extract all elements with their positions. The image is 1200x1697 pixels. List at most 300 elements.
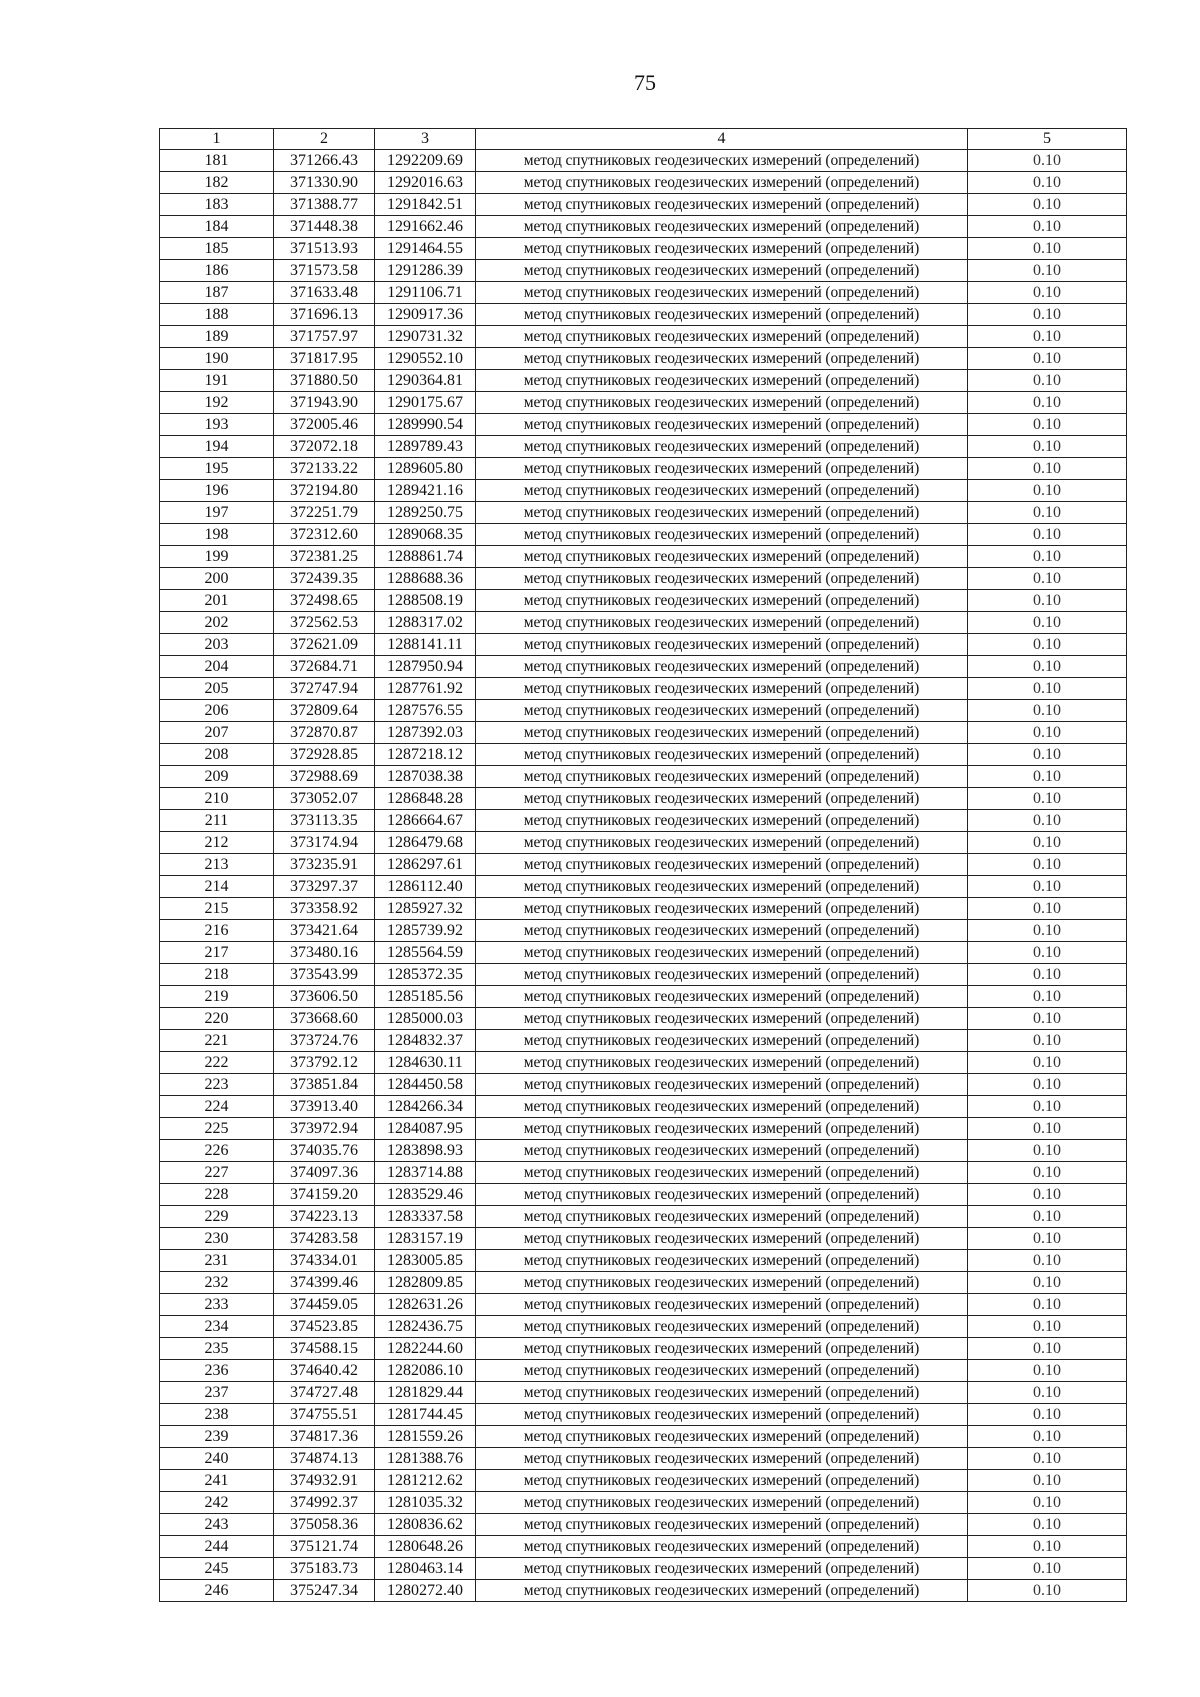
x-coordinate-cell: 371943.90 xyxy=(274,392,375,414)
y-coordinate-cell: 1283157.19 xyxy=(375,1228,476,1250)
method-cell: метод спутниковых геодезических измерений (определений) xyxy=(476,1536,968,1558)
accuracy-cell: 0.10 xyxy=(968,766,1127,788)
y-coordinate-cell: 1281035.32 xyxy=(375,1492,476,1514)
x-coordinate-cell: 375121.74 xyxy=(274,1536,375,1558)
method-cell: метод спутниковых геодезических измерений (определений) xyxy=(476,1250,968,1272)
point-number-cell: 185 xyxy=(160,238,274,260)
table-row xyxy=(160,1294,1127,1316)
y-coordinate-cell: 1289605.80 xyxy=(375,458,476,480)
y-coordinate-cell: 1290917.36 xyxy=(375,304,476,326)
y-coordinate-cell: 1287038.38 xyxy=(375,766,476,788)
method-cell: метод спутниковых геодезических измерений (определений) xyxy=(476,568,968,590)
y-coordinate-cell: 1285927.32 xyxy=(375,898,476,920)
point-number-cell: 244 xyxy=(160,1536,274,1558)
table-row xyxy=(160,348,1127,370)
method-cell: метод спутниковых геодезических измерений (определений) xyxy=(476,392,968,414)
accuracy-cell: 0.10 xyxy=(968,1206,1127,1228)
point-number-cell: 220 xyxy=(160,1008,274,1030)
point-number-cell: 213 xyxy=(160,854,274,876)
table-row xyxy=(160,1008,1127,1030)
accuracy-cell: 0.10 xyxy=(968,920,1127,942)
y-coordinate-cell: 1284450.58 xyxy=(375,1074,476,1096)
accuracy-cell: 0.10 xyxy=(968,700,1127,722)
x-coordinate-cell: 372133.22 xyxy=(274,458,375,480)
accuracy-cell: 0.10 xyxy=(968,1162,1127,1184)
y-coordinate-cell: 1287392.03 xyxy=(375,722,476,744)
accuracy-cell: 0.10 xyxy=(968,1316,1127,1338)
accuracy-cell: 0.10 xyxy=(968,964,1127,986)
y-coordinate-cell: 1284630.11 xyxy=(375,1052,476,1074)
accuracy-cell: 0.10 xyxy=(968,1514,1127,1536)
y-coordinate-cell: 1281744.45 xyxy=(375,1404,476,1426)
table-row xyxy=(160,304,1127,326)
accuracy-cell: 0.10 xyxy=(968,546,1127,568)
accuracy-cell: 0.10 xyxy=(968,1360,1127,1382)
table-row xyxy=(160,832,1127,854)
point-number-cell: 192 xyxy=(160,392,274,414)
point-number-cell: 204 xyxy=(160,656,274,678)
table-row xyxy=(160,678,1127,700)
table-row xyxy=(160,1206,1127,1228)
point-number-cell: 217 xyxy=(160,942,274,964)
table-row xyxy=(160,216,1127,238)
table-row xyxy=(160,1228,1127,1250)
point-number-cell: 211 xyxy=(160,810,274,832)
x-coordinate-cell: 374223.13 xyxy=(274,1206,375,1228)
x-coordinate-cell: 372439.35 xyxy=(274,568,375,590)
method-cell: метод спутниковых геодезических измерений (определений) xyxy=(476,1184,968,1206)
accuracy-cell: 0.10 xyxy=(968,568,1127,590)
table-body xyxy=(160,150,1127,1602)
method-cell: метод спутниковых геодезических измерений (определений) xyxy=(476,172,968,194)
point-number-cell: 223 xyxy=(160,1074,274,1096)
accuracy-cell: 0.10 xyxy=(968,634,1127,656)
method-cell: метод спутниковых геодезических измерений (определений) xyxy=(476,260,968,282)
table-row xyxy=(160,1162,1127,1184)
point-number-cell: 216 xyxy=(160,920,274,942)
method-cell: метод спутниковых геодезических измерений (определений) xyxy=(476,1382,968,1404)
point-number-cell: 193 xyxy=(160,414,274,436)
table-row xyxy=(160,1492,1127,1514)
point-number-cell: 184 xyxy=(160,216,274,238)
x-coordinate-cell: 372251.79 xyxy=(274,502,375,524)
table-row xyxy=(160,634,1127,656)
y-coordinate-cell: 1289990.54 xyxy=(375,414,476,436)
table-row xyxy=(160,414,1127,436)
method-cell: метод спутниковых геодезических измерений (определений) xyxy=(476,1448,968,1470)
y-coordinate-cell: 1287950.94 xyxy=(375,656,476,678)
method-cell: метод спутниковых геодезических измерений (определений) xyxy=(476,1316,968,1338)
accuracy-cell: 0.10 xyxy=(968,216,1127,238)
x-coordinate-cell: 374817.36 xyxy=(274,1426,375,1448)
table-row xyxy=(160,1558,1127,1580)
x-coordinate-cell: 373358.92 xyxy=(274,898,375,920)
x-coordinate-cell: 371330.90 xyxy=(274,172,375,194)
accuracy-cell: 0.10 xyxy=(968,986,1127,1008)
x-coordinate-cell: 373052.07 xyxy=(274,788,375,810)
point-number-cell: 243 xyxy=(160,1514,274,1536)
accuracy-cell: 0.10 xyxy=(968,1030,1127,1052)
x-coordinate-cell: 374159.20 xyxy=(274,1184,375,1206)
y-coordinate-cell: 1283337.58 xyxy=(375,1206,476,1228)
table-row xyxy=(160,1316,1127,1338)
point-number-cell: 228 xyxy=(160,1184,274,1206)
x-coordinate-cell: 372870.87 xyxy=(274,722,375,744)
x-coordinate-cell: 374035.76 xyxy=(274,1140,375,1162)
y-coordinate-cell: 1286297.61 xyxy=(375,854,476,876)
x-coordinate-cell: 371817.95 xyxy=(274,348,375,370)
method-cell: метод спутниковых геодезических измерений (определений) xyxy=(476,1118,968,1140)
table-row xyxy=(160,700,1127,722)
table-row xyxy=(160,1360,1127,1382)
y-coordinate-cell: 1282436.75 xyxy=(375,1316,476,1338)
accuracy-cell: 0.10 xyxy=(968,1140,1127,1162)
point-number-cell: 221 xyxy=(160,1030,274,1052)
x-coordinate-cell: 374283.58 xyxy=(274,1228,375,1250)
method-cell: метод спутниковых геодезических измерений (определений) xyxy=(476,1052,968,1074)
y-coordinate-cell: 1290364.81 xyxy=(375,370,476,392)
point-number-cell: 207 xyxy=(160,722,274,744)
y-coordinate-cell: 1287218.12 xyxy=(375,744,476,766)
method-cell: метод спутниковых геодезических измерений (определений) xyxy=(476,282,968,304)
y-coordinate-cell: 1285372.35 xyxy=(375,964,476,986)
point-number-cell: 203 xyxy=(160,634,274,656)
method-cell: метод спутниковых геодезических измерений (определений) xyxy=(476,1558,968,1580)
point-number-cell: 230 xyxy=(160,1228,274,1250)
x-coordinate-cell: 371633.48 xyxy=(274,282,375,304)
x-coordinate-cell: 373724.76 xyxy=(274,1030,375,1052)
accuracy-cell: 0.10 xyxy=(968,458,1127,480)
method-cell: метод спутниковых геодезических измерений (определений) xyxy=(476,1580,968,1602)
table-row xyxy=(160,458,1127,480)
y-coordinate-cell: 1287576.55 xyxy=(375,700,476,722)
header-col-2: 2 xyxy=(274,129,375,150)
y-coordinate-cell: 1280463.14 xyxy=(375,1558,476,1580)
table-row xyxy=(160,238,1127,260)
y-coordinate-cell: 1291842.51 xyxy=(375,194,476,216)
y-coordinate-cell: 1282244.60 xyxy=(375,1338,476,1360)
y-coordinate-cell: 1283529.46 xyxy=(375,1184,476,1206)
method-cell: метод спутниковых геодезических измерений (определений) xyxy=(476,876,968,898)
y-coordinate-cell: 1285739.92 xyxy=(375,920,476,942)
point-number-cell: 218 xyxy=(160,964,274,986)
method-cell: метод спутниковых геодезических измерений (определений) xyxy=(476,304,968,326)
method-cell: метод спутниковых геодезических измерений (определений) xyxy=(476,1294,968,1316)
table-row xyxy=(160,172,1127,194)
x-coordinate-cell: 373113.35 xyxy=(274,810,375,832)
table-row xyxy=(160,1470,1127,1492)
x-coordinate-cell: 374399.46 xyxy=(274,1272,375,1294)
accuracy-cell: 0.10 xyxy=(968,1096,1127,1118)
header-col-1: 1 xyxy=(160,129,274,150)
x-coordinate-cell: 374992.37 xyxy=(274,1492,375,1514)
x-coordinate-cell: 374727.48 xyxy=(274,1382,375,1404)
x-coordinate-cell: 372928.85 xyxy=(274,744,375,766)
accuracy-cell: 0.10 xyxy=(968,238,1127,260)
method-cell: метод спутниковых геодезических измерений (определений) xyxy=(476,810,968,832)
point-number-cell: 214 xyxy=(160,876,274,898)
x-coordinate-cell: 373480.16 xyxy=(274,942,375,964)
method-cell: метод спутниковых геодезических измерений (определений) xyxy=(476,722,968,744)
table-row xyxy=(160,326,1127,348)
method-cell: метод спутниковых геодезических измерений (определений) xyxy=(476,898,968,920)
point-number-cell: 236 xyxy=(160,1360,274,1382)
table-row xyxy=(160,392,1127,414)
accuracy-cell: 0.10 xyxy=(968,1404,1127,1426)
x-coordinate-cell: 371448.38 xyxy=(274,216,375,238)
accuracy-cell: 0.10 xyxy=(968,524,1127,546)
y-coordinate-cell: 1287761.92 xyxy=(375,678,476,700)
y-coordinate-cell: 1289068.35 xyxy=(375,524,476,546)
method-cell: метод спутниковых геодезических измерений (определений) xyxy=(476,832,968,854)
table-row xyxy=(160,722,1127,744)
table-row xyxy=(160,810,1127,832)
y-coordinate-cell: 1290552.10 xyxy=(375,348,476,370)
table-row xyxy=(160,1536,1127,1558)
x-coordinate-cell: 373913.40 xyxy=(274,1096,375,1118)
y-coordinate-cell: 1281388.76 xyxy=(375,1448,476,1470)
x-coordinate-cell: 373792.12 xyxy=(274,1052,375,1074)
accuracy-cell: 0.10 xyxy=(968,832,1127,854)
x-coordinate-cell: 372562.53 xyxy=(274,612,375,634)
accuracy-cell: 0.10 xyxy=(968,326,1127,348)
x-coordinate-cell: 374640.42 xyxy=(274,1360,375,1382)
y-coordinate-cell: 1289789.43 xyxy=(375,436,476,458)
point-number-cell: 183 xyxy=(160,194,274,216)
y-coordinate-cell: 1286664.67 xyxy=(375,810,476,832)
y-coordinate-cell: 1286479.68 xyxy=(375,832,476,854)
method-cell: метод спутниковых геодезических измерений (определений) xyxy=(476,700,968,722)
y-coordinate-cell: 1288861.74 xyxy=(375,546,476,568)
table-row xyxy=(160,1074,1127,1096)
table-row xyxy=(160,1118,1127,1140)
y-coordinate-cell: 1285564.59 xyxy=(375,942,476,964)
point-number-cell: 194 xyxy=(160,436,274,458)
y-coordinate-cell: 1281829.44 xyxy=(375,1382,476,1404)
table-row xyxy=(160,612,1127,634)
point-number-cell: 181 xyxy=(160,150,274,172)
method-cell: метод спутниковых геодезических измерений (определений) xyxy=(476,766,968,788)
x-coordinate-cell: 372684.71 xyxy=(274,656,375,678)
method-cell: метод спутниковых геодезических измерений (определений) xyxy=(476,1162,968,1184)
x-coordinate-cell: 372005.46 xyxy=(274,414,375,436)
accuracy-cell: 0.10 xyxy=(968,282,1127,304)
method-cell: метод спутниковых геодезических измерений (определений) xyxy=(476,194,968,216)
method-cell: метод спутниковых геодезических измерений (определений) xyxy=(476,458,968,480)
point-number-cell: 196 xyxy=(160,480,274,502)
point-number-cell: 182 xyxy=(160,172,274,194)
accuracy-cell: 0.10 xyxy=(968,1558,1127,1580)
x-coordinate-cell: 373421.64 xyxy=(274,920,375,942)
point-number-cell: 205 xyxy=(160,678,274,700)
x-coordinate-cell: 373972.94 xyxy=(274,1118,375,1140)
point-number-cell: 190 xyxy=(160,348,274,370)
point-number-cell: 195 xyxy=(160,458,274,480)
method-cell: метод спутниковых геодезических измерений (определений) xyxy=(476,1272,968,1294)
point-number-cell: 224 xyxy=(160,1096,274,1118)
y-coordinate-cell: 1283714.88 xyxy=(375,1162,476,1184)
method-cell: метод спутниковых геодезических измерений (определений) xyxy=(476,1492,968,1514)
point-number-cell: 234 xyxy=(160,1316,274,1338)
accuracy-cell: 0.10 xyxy=(968,788,1127,810)
method-cell: метод спутниковых геодезических измерений (определений) xyxy=(476,1030,968,1052)
y-coordinate-cell: 1282086.10 xyxy=(375,1360,476,1382)
x-coordinate-cell: 373297.37 xyxy=(274,876,375,898)
table-row xyxy=(160,150,1127,172)
table-row xyxy=(160,1382,1127,1404)
y-coordinate-cell: 1283898.93 xyxy=(375,1140,476,1162)
accuracy-cell: 0.10 xyxy=(968,1250,1127,1272)
point-number-cell: 198 xyxy=(160,524,274,546)
method-cell: метод спутниковых геодезических измерений (определений) xyxy=(476,678,968,700)
table-row xyxy=(160,1514,1127,1536)
table-row xyxy=(160,260,1127,282)
x-coordinate-cell: 375058.36 xyxy=(274,1514,375,1536)
x-coordinate-cell: 374523.85 xyxy=(274,1316,375,1338)
method-cell: метод спутниковых геодезических измерений (определений) xyxy=(476,238,968,260)
point-number-cell: 191 xyxy=(160,370,274,392)
x-coordinate-cell: 372621.09 xyxy=(274,634,375,656)
x-coordinate-cell: 373851.84 xyxy=(274,1074,375,1096)
table-row xyxy=(160,964,1127,986)
table-row xyxy=(160,1272,1127,1294)
accuracy-cell: 0.10 xyxy=(968,194,1127,216)
method-cell: метод спутниковых геодезических измерений (определений) xyxy=(476,524,968,546)
table-row xyxy=(160,656,1127,678)
point-number-cell: 245 xyxy=(160,1558,274,1580)
x-coordinate-cell: 372312.60 xyxy=(274,524,375,546)
x-coordinate-cell: 374097.36 xyxy=(274,1162,375,1184)
method-cell: метод спутниковых геодезических измерений (определений) xyxy=(476,1514,968,1536)
accuracy-cell: 0.10 xyxy=(968,1536,1127,1558)
table-row xyxy=(160,590,1127,612)
method-cell: метод спутниковых геодезических измерений (определений) xyxy=(476,150,968,172)
x-coordinate-cell: 371513.93 xyxy=(274,238,375,260)
point-number-cell: 242 xyxy=(160,1492,274,1514)
method-cell: метод спутниковых геодезических измерений (определений) xyxy=(476,590,968,612)
point-number-cell: 222 xyxy=(160,1052,274,1074)
method-cell: метод спутниковых геодезических измерений (определений) xyxy=(476,1360,968,1382)
x-coordinate-cell: 372498.65 xyxy=(274,590,375,612)
accuracy-cell: 0.10 xyxy=(968,1228,1127,1250)
accuracy-cell: 0.10 xyxy=(968,876,1127,898)
y-coordinate-cell: 1288317.02 xyxy=(375,612,476,634)
accuracy-cell: 0.10 xyxy=(968,304,1127,326)
y-coordinate-cell: 1288141.11 xyxy=(375,634,476,656)
y-coordinate-cell: 1284832.37 xyxy=(375,1030,476,1052)
table-row xyxy=(160,986,1127,1008)
x-coordinate-cell: 372747.94 xyxy=(274,678,375,700)
x-coordinate-cell: 371266.43 xyxy=(274,150,375,172)
point-number-cell: 226 xyxy=(160,1140,274,1162)
point-number-cell: 240 xyxy=(160,1448,274,1470)
method-cell: метод спутниковых геодезических измерений (определений) xyxy=(476,1074,968,1096)
y-coordinate-cell: 1283005.85 xyxy=(375,1250,476,1272)
method-cell: метод спутниковых геодезических измерений (определений) xyxy=(476,370,968,392)
accuracy-cell: 0.10 xyxy=(968,1338,1127,1360)
y-coordinate-cell: 1291464.55 xyxy=(375,238,476,260)
table-row xyxy=(160,524,1127,546)
y-coordinate-cell: 1280836.62 xyxy=(375,1514,476,1536)
table-row xyxy=(160,546,1127,568)
accuracy-cell: 0.10 xyxy=(968,370,1127,392)
method-cell: метод спутниковых геодезических измерений (определений) xyxy=(476,1470,968,1492)
x-coordinate-cell: 374755.51 xyxy=(274,1404,375,1426)
y-coordinate-cell: 1281559.26 xyxy=(375,1426,476,1448)
method-cell: метод спутниковых геодезических измерений (определений) xyxy=(476,480,968,502)
table-row xyxy=(160,436,1127,458)
method-cell: метод спутниковых геодезических измерений (определений) xyxy=(476,854,968,876)
accuracy-cell: 0.10 xyxy=(968,1008,1127,1030)
y-coordinate-cell: 1281212.62 xyxy=(375,1470,476,1492)
header-col-4: 4 xyxy=(476,129,968,150)
y-coordinate-cell: 1286112.40 xyxy=(375,876,476,898)
table-row xyxy=(160,1426,1127,1448)
x-coordinate-cell: 372988.69 xyxy=(274,766,375,788)
y-coordinate-cell: 1289250.75 xyxy=(375,502,476,524)
point-number-cell: 200 xyxy=(160,568,274,590)
method-cell: метод спутниковых геодезических измерений (определений) xyxy=(476,502,968,524)
accuracy-cell: 0.10 xyxy=(968,1294,1127,1316)
table-row xyxy=(160,282,1127,304)
y-coordinate-cell: 1284266.34 xyxy=(375,1096,476,1118)
x-coordinate-cell: 371696.13 xyxy=(274,304,375,326)
x-coordinate-cell: 372381.25 xyxy=(274,546,375,568)
method-cell: метод спутниковых геодезических измерений (определений) xyxy=(476,326,968,348)
point-number-cell: 235 xyxy=(160,1338,274,1360)
y-coordinate-cell: 1285000.03 xyxy=(375,1008,476,1030)
point-number-cell: 208 xyxy=(160,744,274,766)
method-cell: метод спутниковых геодезических измерений (определений) xyxy=(476,1140,968,1162)
x-coordinate-cell: 371757.97 xyxy=(274,326,375,348)
y-coordinate-cell: 1280648.26 xyxy=(375,1536,476,1558)
coordinates-table xyxy=(159,128,1127,1602)
x-coordinate-cell: 371880.50 xyxy=(274,370,375,392)
point-number-cell: 225 xyxy=(160,1118,274,1140)
accuracy-cell: 0.10 xyxy=(968,942,1127,964)
table-row xyxy=(160,766,1127,788)
x-coordinate-cell: 374459.05 xyxy=(274,1294,375,1316)
page-number: 75 xyxy=(634,70,656,95)
y-coordinate-cell: 1284087.95 xyxy=(375,1118,476,1140)
table-row xyxy=(160,1580,1127,1602)
table-row xyxy=(160,194,1127,216)
method-cell: метод спутниковых геодезических измерений (определений) xyxy=(476,436,968,458)
point-number-cell: 197 xyxy=(160,502,274,524)
method-cell: метод спутниковых геодезических измерений (определений) xyxy=(476,634,968,656)
table-row xyxy=(160,854,1127,876)
accuracy-cell: 0.10 xyxy=(968,678,1127,700)
method-cell: метод спутниковых геодезических измерений (определений) xyxy=(476,920,968,942)
table-row xyxy=(160,1030,1127,1052)
point-number-cell: 188 xyxy=(160,304,274,326)
point-number-cell: 210 xyxy=(160,788,274,810)
point-number-cell: 231 xyxy=(160,1250,274,1272)
x-coordinate-cell: 371573.58 xyxy=(274,260,375,282)
table-row xyxy=(160,744,1127,766)
point-number-cell: 239 xyxy=(160,1426,274,1448)
y-coordinate-cell: 1288688.36 xyxy=(375,568,476,590)
accuracy-cell: 0.10 xyxy=(968,1470,1127,1492)
x-coordinate-cell: 374588.15 xyxy=(274,1338,375,1360)
point-number-cell: 227 xyxy=(160,1162,274,1184)
table-row xyxy=(160,876,1127,898)
accuracy-cell: 0.10 xyxy=(968,260,1127,282)
y-coordinate-cell: 1286848.28 xyxy=(375,788,476,810)
x-coordinate-cell: 374874.13 xyxy=(274,1448,375,1470)
x-coordinate-cell: 373668.60 xyxy=(274,1008,375,1030)
point-number-cell: 212 xyxy=(160,832,274,854)
